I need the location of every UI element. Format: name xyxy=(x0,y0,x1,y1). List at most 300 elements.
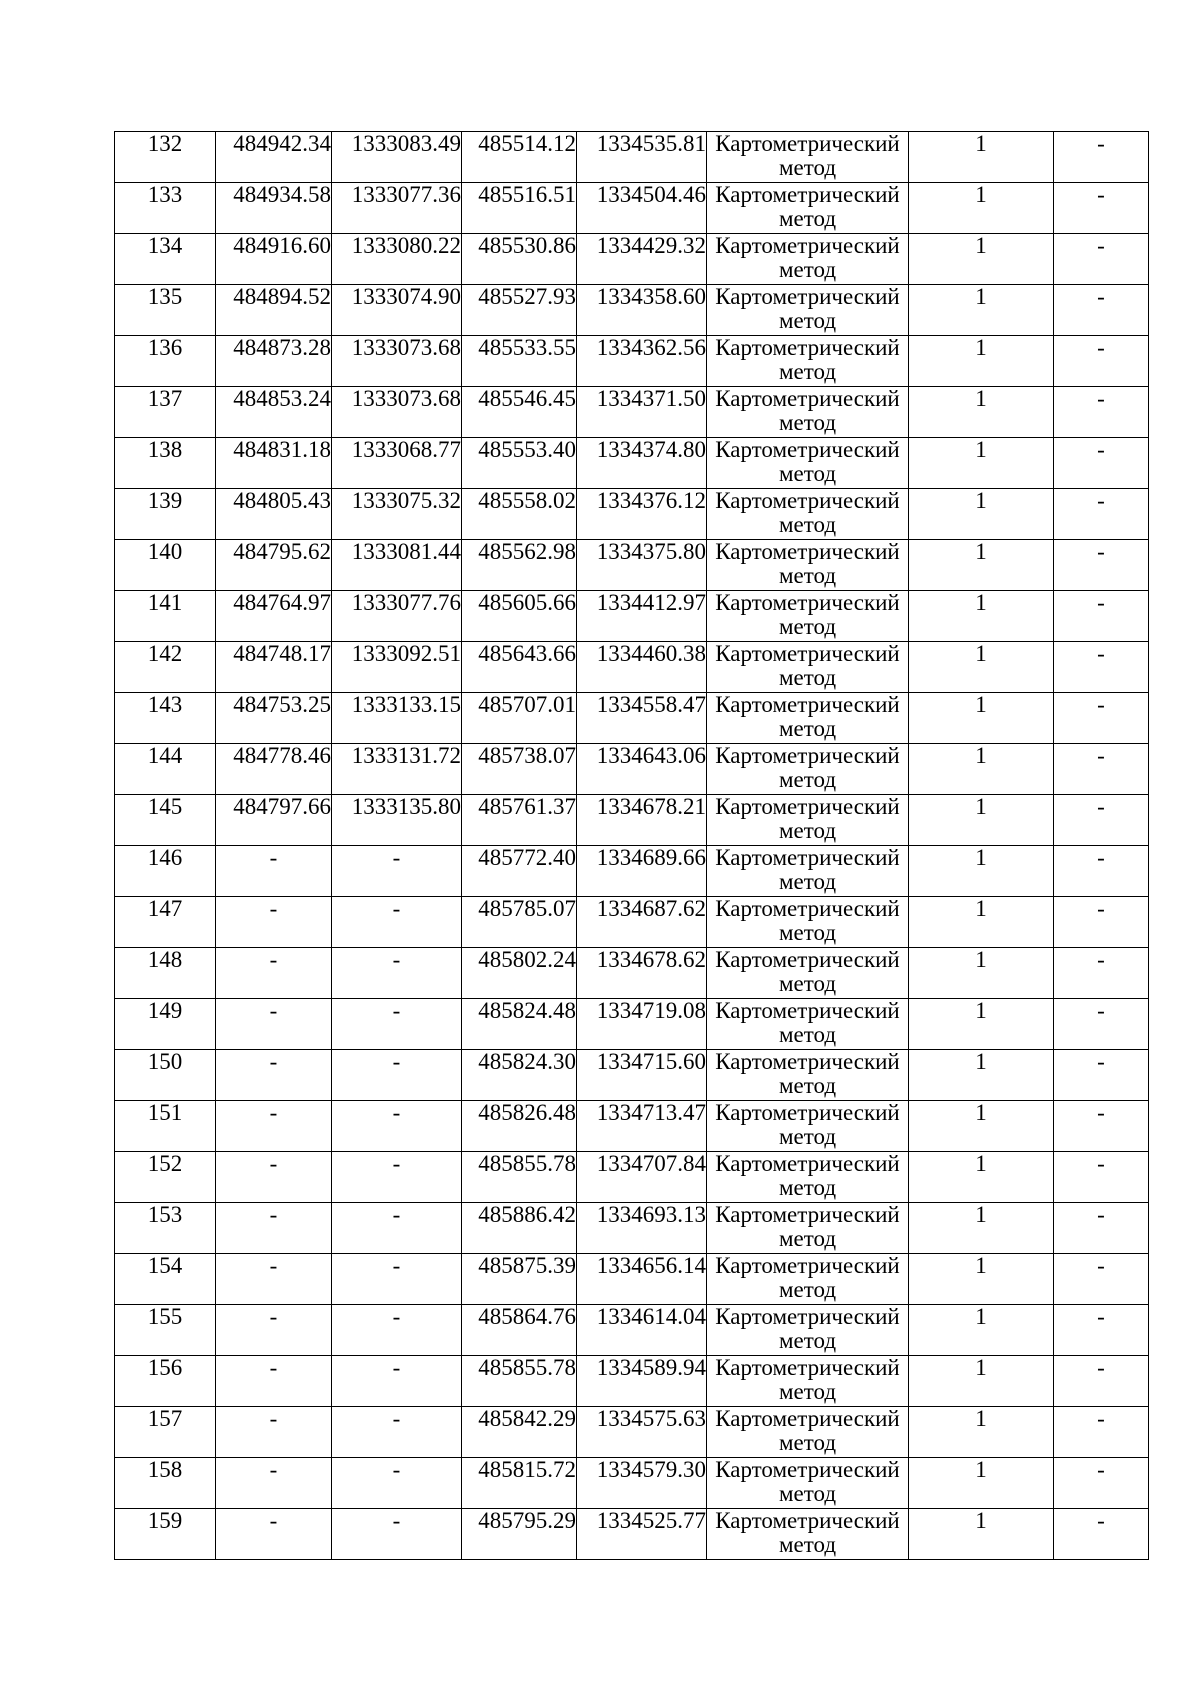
x2-cell: 485553.40 xyxy=(462,438,577,489)
precision-cell: 1 xyxy=(909,438,1054,489)
point-number-cell: 152 xyxy=(115,1152,216,1203)
note-cell: - xyxy=(1054,999,1149,1050)
y2-cell: 1334715.60 xyxy=(577,1050,707,1101)
note-cell: - xyxy=(1054,336,1149,387)
table-row xyxy=(115,1050,1149,1101)
x1-cell: - xyxy=(216,897,332,948)
table-row xyxy=(115,693,1149,744)
precision-cell: 1 xyxy=(909,285,1054,336)
method-cell xyxy=(707,948,909,999)
point-number-cell: 150 xyxy=(115,1050,216,1101)
y1-cell: - xyxy=(332,1254,462,1305)
x2-cell: 485785.07 xyxy=(462,897,577,948)
y1-cell: 1333092.51 xyxy=(332,642,462,693)
method-line-1: Картометрический xyxy=(715,182,900,207)
table-row xyxy=(115,132,1149,183)
x1-cell: 484831.18 xyxy=(216,438,332,489)
y2-cell: 1334707.84 xyxy=(577,1152,707,1203)
method-cell xyxy=(707,897,909,948)
note-cell: - xyxy=(1054,540,1149,591)
method-line-1: Картометрический xyxy=(715,1100,900,1125)
x2-cell: 485761.37 xyxy=(462,795,577,846)
method-line-1: Картометрический xyxy=(715,1355,900,1380)
method-line-1: Картометрический xyxy=(715,1457,900,1482)
point-number-cell: 143 xyxy=(115,693,216,744)
method-cell xyxy=(707,744,909,795)
method-cell xyxy=(707,1407,909,1458)
method-line-2: метод xyxy=(778,767,837,792)
x1-cell: 484873.28 xyxy=(216,336,332,387)
y2-cell: 1334579.30 xyxy=(577,1458,707,1509)
method-line-1: Картометрический xyxy=(715,539,900,564)
method-line-1: Картометрический xyxy=(715,488,900,513)
x2-cell: 485562.98 xyxy=(462,540,577,591)
y1-cell: 1333073.68 xyxy=(332,336,462,387)
y2-cell: 1334693.13 xyxy=(577,1203,707,1254)
y1-cell: 1333068.77 xyxy=(332,438,462,489)
point-number-cell: 138 xyxy=(115,438,216,489)
y1-cell: - xyxy=(332,846,462,897)
method-line-2: метод xyxy=(778,206,837,231)
precision-cell: 1 xyxy=(909,1305,1054,1356)
method-line-1: Картометрический xyxy=(715,1508,900,1533)
y1-cell: 1333131.72 xyxy=(332,744,462,795)
method-line-1: Картометрический xyxy=(715,131,900,156)
x2-cell: 485875.39 xyxy=(462,1254,577,1305)
point-number-cell: 153 xyxy=(115,1203,216,1254)
y1-cell: 1333083.49 xyxy=(332,132,462,183)
y2-cell: 1334412.97 xyxy=(577,591,707,642)
table-row xyxy=(115,795,1149,846)
y2-cell: 1334719.08 xyxy=(577,999,707,1050)
method-cell xyxy=(707,489,909,540)
method-line-2: метод xyxy=(778,1430,837,1455)
method-cell xyxy=(707,540,909,591)
table-row xyxy=(115,387,1149,438)
method-cell xyxy=(707,387,909,438)
method-line-2: метод xyxy=(778,1379,837,1404)
point-number-cell: 145 xyxy=(115,795,216,846)
table-row xyxy=(115,1509,1149,1560)
point-number-cell: 144 xyxy=(115,744,216,795)
method-line-2: метод xyxy=(778,410,837,435)
precision-cell: 1 xyxy=(909,336,1054,387)
x2-cell: 485855.78 xyxy=(462,1356,577,1407)
point-number-cell: 142 xyxy=(115,642,216,693)
y2-cell: 1334643.06 xyxy=(577,744,707,795)
method-line-1: Картометрический xyxy=(715,386,900,411)
table-row xyxy=(115,336,1149,387)
note-cell: - xyxy=(1054,387,1149,438)
method-line-1: Картометрический xyxy=(715,1406,900,1431)
method-line-2: метод xyxy=(778,512,837,537)
method-line-1: Картометрический xyxy=(715,896,900,921)
x2-cell: 485826.48 xyxy=(462,1101,577,1152)
precision-cell: 1 xyxy=(909,387,1054,438)
method-line-1: Картометрический xyxy=(715,1202,900,1227)
y2-cell: 1334376.12 xyxy=(577,489,707,540)
x2-cell: 485886.42 xyxy=(462,1203,577,1254)
y1-cell: 1333075.32 xyxy=(332,489,462,540)
method-line-2: метод xyxy=(778,257,837,282)
x1-cell: - xyxy=(216,1254,332,1305)
x1-cell: - xyxy=(216,1152,332,1203)
method-line-2: метод xyxy=(778,818,837,843)
x1-cell: - xyxy=(216,1356,332,1407)
method-cell xyxy=(707,1254,909,1305)
y2-cell: 1334371.50 xyxy=(577,387,707,438)
method-cell xyxy=(707,1509,909,1560)
y2-cell: 1334374.80 xyxy=(577,438,707,489)
note-cell: - xyxy=(1054,132,1149,183)
y1-cell: 1333077.76 xyxy=(332,591,462,642)
table-row xyxy=(115,438,1149,489)
x1-cell: 484797.66 xyxy=(216,795,332,846)
y2-cell: 1334575.63 xyxy=(577,1407,707,1458)
method-cell xyxy=(707,693,909,744)
precision-cell: 1 xyxy=(909,132,1054,183)
x2-cell: 485824.30 xyxy=(462,1050,577,1101)
method-cell xyxy=(707,591,909,642)
x1-cell: - xyxy=(216,1050,332,1101)
y1-cell: 1333135.80 xyxy=(332,795,462,846)
point-number-cell: 132 xyxy=(115,132,216,183)
precision-cell: 1 xyxy=(909,897,1054,948)
y1-cell: - xyxy=(332,999,462,1050)
y2-cell: 1334678.62 xyxy=(577,948,707,999)
method-cell xyxy=(707,846,909,897)
note-cell: - xyxy=(1054,285,1149,336)
y1-cell: - xyxy=(332,1101,462,1152)
note-cell: - xyxy=(1054,1458,1149,1509)
table-row xyxy=(115,540,1149,591)
point-number-cell: 136 xyxy=(115,336,216,387)
coordinates-table xyxy=(114,131,1149,1560)
method-line-1: Картометрический xyxy=(715,1304,900,1329)
point-number-cell: 157 xyxy=(115,1407,216,1458)
note-cell: - xyxy=(1054,1152,1149,1203)
note-cell: - xyxy=(1054,591,1149,642)
x1-cell: - xyxy=(216,1203,332,1254)
x1-cell: 484795.62 xyxy=(216,540,332,591)
x2-cell: 485795.29 xyxy=(462,1509,577,1560)
precision-cell: 1 xyxy=(909,999,1054,1050)
method-line-2: метод xyxy=(778,308,837,333)
method-cell xyxy=(707,285,909,336)
y1-cell: 1333077.36 xyxy=(332,183,462,234)
x1-cell: 484764.97 xyxy=(216,591,332,642)
method-line-1: Картометрический xyxy=(715,641,900,666)
x1-cell: 484805.43 xyxy=(216,489,332,540)
note-cell: - xyxy=(1054,693,1149,744)
x1-cell: - xyxy=(216,1101,332,1152)
x1-cell: 484894.52 xyxy=(216,285,332,336)
note-cell: - xyxy=(1054,1305,1149,1356)
x2-cell: 485546.45 xyxy=(462,387,577,438)
point-number-cell: 158 xyxy=(115,1458,216,1509)
method-line-2: метод xyxy=(778,563,837,588)
point-number-cell: 141 xyxy=(115,591,216,642)
y2-cell: 1334358.60 xyxy=(577,285,707,336)
y1-cell: - xyxy=(332,897,462,948)
method-line-1: Картометрический xyxy=(715,1151,900,1176)
x1-cell: 484916.60 xyxy=(216,234,332,285)
note-cell: - xyxy=(1054,642,1149,693)
method-line-2: метод xyxy=(778,716,837,741)
precision-cell: 1 xyxy=(909,489,1054,540)
note-cell: - xyxy=(1054,1407,1149,1458)
method-line-1: Картометрический xyxy=(715,437,900,462)
precision-cell: 1 xyxy=(909,642,1054,693)
y2-cell: 1334589.94 xyxy=(577,1356,707,1407)
y2-cell: 1334429.32 xyxy=(577,234,707,285)
y2-cell: 1334687.62 xyxy=(577,897,707,948)
method-line-2: метод xyxy=(778,1073,837,1098)
x1-cell: 484942.34 xyxy=(216,132,332,183)
table-row xyxy=(115,1356,1149,1407)
method-line-1: Картометрический xyxy=(715,1253,900,1278)
method-line-2: метод xyxy=(778,1532,837,1557)
note-cell: - xyxy=(1054,234,1149,285)
y2-cell: 1334535.81 xyxy=(577,132,707,183)
x2-cell: 485558.02 xyxy=(462,489,577,540)
method-line-2: метод xyxy=(778,155,837,180)
point-number-cell: 149 xyxy=(115,999,216,1050)
point-number-cell: 146 xyxy=(115,846,216,897)
point-number-cell: 155 xyxy=(115,1305,216,1356)
x1-cell: 484934.58 xyxy=(216,183,332,234)
method-line-2: метод xyxy=(778,1124,837,1149)
x1-cell: - xyxy=(216,846,332,897)
method-cell xyxy=(707,1050,909,1101)
note-cell: - xyxy=(1054,1509,1149,1560)
method-line-2: метод xyxy=(778,1328,837,1353)
y1-cell: - xyxy=(332,1203,462,1254)
precision-cell: 1 xyxy=(909,1101,1054,1152)
y2-cell: 1334525.77 xyxy=(577,1509,707,1560)
x2-cell: 485815.72 xyxy=(462,1458,577,1509)
point-number-cell: 154 xyxy=(115,1254,216,1305)
method-cell xyxy=(707,234,909,285)
method-line-1: Картометрический xyxy=(715,794,900,819)
table-row xyxy=(115,1101,1149,1152)
precision-cell: 1 xyxy=(909,1152,1054,1203)
x1-cell: 484748.17 xyxy=(216,642,332,693)
table-row xyxy=(115,846,1149,897)
table-row xyxy=(115,642,1149,693)
method-line-1: Картометрический xyxy=(715,692,900,717)
x1-cell: - xyxy=(216,1407,332,1458)
method-cell xyxy=(707,1203,909,1254)
precision-cell: 1 xyxy=(909,1254,1054,1305)
y1-cell: 1333080.22 xyxy=(332,234,462,285)
y2-cell: 1334713.47 xyxy=(577,1101,707,1152)
table-row xyxy=(115,1458,1149,1509)
x2-cell: 485643.66 xyxy=(462,642,577,693)
point-number-cell: 137 xyxy=(115,387,216,438)
method-cell xyxy=(707,336,909,387)
note-cell: - xyxy=(1054,1050,1149,1101)
x2-cell: 485842.29 xyxy=(462,1407,577,1458)
x2-cell: 485707.01 xyxy=(462,693,577,744)
point-number-cell: 140 xyxy=(115,540,216,591)
y1-cell: 1333133.15 xyxy=(332,693,462,744)
method-cell xyxy=(707,1101,909,1152)
point-number-cell: 159 xyxy=(115,1509,216,1560)
precision-cell: 1 xyxy=(909,1407,1054,1458)
method-line-2: метод xyxy=(778,971,837,996)
method-line-2: метод xyxy=(778,1481,837,1506)
point-number-cell: 134 xyxy=(115,234,216,285)
note-cell: - xyxy=(1054,948,1149,999)
x1-cell: - xyxy=(216,1509,332,1560)
table-row xyxy=(115,999,1149,1050)
method-line-1: Картометрический xyxy=(715,233,900,258)
method-line-2: метод xyxy=(778,1277,837,1302)
table-row xyxy=(115,1203,1149,1254)
x2-cell: 485772.40 xyxy=(462,846,577,897)
table-row xyxy=(115,1254,1149,1305)
precision-cell: 1 xyxy=(909,591,1054,642)
y2-cell: 1334678.21 xyxy=(577,795,707,846)
note-cell: - xyxy=(1054,1356,1149,1407)
y1-cell: - xyxy=(332,1356,462,1407)
x2-cell: 485864.76 xyxy=(462,1305,577,1356)
x2-cell: 485824.48 xyxy=(462,999,577,1050)
method-line-1: Картометрический xyxy=(715,1049,900,1074)
point-number-cell: 151 xyxy=(115,1101,216,1152)
method-line-2: метод xyxy=(778,1022,837,1047)
method-line-1: Картометрический xyxy=(715,335,900,360)
table-row xyxy=(115,744,1149,795)
method-line-2: метод xyxy=(778,920,837,945)
x2-cell: 485605.66 xyxy=(462,591,577,642)
y2-cell: 1334504.46 xyxy=(577,183,707,234)
table-row xyxy=(115,489,1149,540)
method-cell xyxy=(707,132,909,183)
method-line-2: метод xyxy=(778,665,837,690)
note-cell: - xyxy=(1054,744,1149,795)
x2-cell: 485738.07 xyxy=(462,744,577,795)
method-line-1: Картометрический xyxy=(715,845,900,870)
y2-cell: 1334460.38 xyxy=(577,642,707,693)
method-cell xyxy=(707,1356,909,1407)
note-cell: - xyxy=(1054,795,1149,846)
table-row xyxy=(115,948,1149,999)
table-row xyxy=(115,234,1149,285)
y1-cell: - xyxy=(332,1458,462,1509)
method-line-1: Картометрический xyxy=(715,743,900,768)
table-row xyxy=(115,183,1149,234)
method-line-2: метод xyxy=(778,461,837,486)
precision-cell: 1 xyxy=(909,183,1054,234)
note-cell: - xyxy=(1054,897,1149,948)
x1-cell: - xyxy=(216,1305,332,1356)
precision-cell: 1 xyxy=(909,846,1054,897)
y2-cell: 1334362.56 xyxy=(577,336,707,387)
precision-cell: 1 xyxy=(909,1050,1054,1101)
precision-cell: 1 xyxy=(909,1458,1054,1509)
x1-cell: - xyxy=(216,948,332,999)
point-number-cell: 156 xyxy=(115,1356,216,1407)
precision-cell: 1 xyxy=(909,1203,1054,1254)
method-cell xyxy=(707,1305,909,1356)
method-line-1: Картометрический xyxy=(715,998,900,1023)
method-cell xyxy=(707,183,909,234)
note-cell: - xyxy=(1054,1101,1149,1152)
precision-cell: 1 xyxy=(909,234,1054,285)
precision-cell: 1 xyxy=(909,693,1054,744)
note-cell: - xyxy=(1054,438,1149,489)
point-number-cell: 147 xyxy=(115,897,216,948)
x2-cell: 485527.93 xyxy=(462,285,577,336)
point-number-cell: 135 xyxy=(115,285,216,336)
method-line-2: метод xyxy=(778,614,837,639)
method-line-2: метод xyxy=(778,1226,837,1251)
note-cell: - xyxy=(1054,1203,1149,1254)
method-line-1: Картометрический xyxy=(715,590,900,615)
method-line-2: метод xyxy=(778,1175,837,1200)
method-cell xyxy=(707,1458,909,1509)
y1-cell: - xyxy=(332,1050,462,1101)
method-line-2: метод xyxy=(778,869,837,894)
point-number-cell: 139 xyxy=(115,489,216,540)
method-line-2: метод xyxy=(778,359,837,384)
y2-cell: 1334375.80 xyxy=(577,540,707,591)
x2-cell: 485533.55 xyxy=(462,336,577,387)
note-cell: - xyxy=(1054,183,1149,234)
point-number-cell: 148 xyxy=(115,948,216,999)
x1-cell: 484778.46 xyxy=(216,744,332,795)
y2-cell: 1334614.04 xyxy=(577,1305,707,1356)
x1-cell: 484853.24 xyxy=(216,387,332,438)
table-row xyxy=(115,1305,1149,1356)
x2-cell: 485516.51 xyxy=(462,183,577,234)
x2-cell: 485530.86 xyxy=(462,234,577,285)
y2-cell: 1334689.66 xyxy=(577,846,707,897)
note-cell: - xyxy=(1054,846,1149,897)
y1-cell: - xyxy=(332,948,462,999)
y1-cell: - xyxy=(332,1305,462,1356)
y1-cell: - xyxy=(332,1152,462,1203)
y2-cell: 1334558.47 xyxy=(577,693,707,744)
precision-cell: 1 xyxy=(909,1356,1054,1407)
table-row xyxy=(115,1152,1149,1203)
method-cell xyxy=(707,438,909,489)
table-row xyxy=(115,1407,1149,1458)
y1-cell: 1333074.90 xyxy=(332,285,462,336)
table-row xyxy=(115,897,1149,948)
method-cell xyxy=(707,795,909,846)
y1-cell: 1333081.44 xyxy=(332,540,462,591)
x1-cell: - xyxy=(216,999,332,1050)
method-line-1: Картометрический xyxy=(715,284,900,309)
table-row xyxy=(115,591,1149,642)
note-cell: - xyxy=(1054,1254,1149,1305)
table-body xyxy=(115,132,1149,1560)
point-number-cell: 133 xyxy=(115,183,216,234)
y1-cell: - xyxy=(332,1407,462,1458)
x1-cell: 484753.25 xyxy=(216,693,332,744)
x2-cell: 485802.24 xyxy=(462,948,577,999)
precision-cell: 1 xyxy=(909,948,1054,999)
method-line-1: Картометрический xyxy=(715,947,900,972)
precision-cell: 1 xyxy=(909,540,1054,591)
x2-cell: 485855.78 xyxy=(462,1152,577,1203)
y1-cell: - xyxy=(332,1509,462,1560)
x2-cell: 485514.12 xyxy=(462,132,577,183)
method-cell xyxy=(707,999,909,1050)
